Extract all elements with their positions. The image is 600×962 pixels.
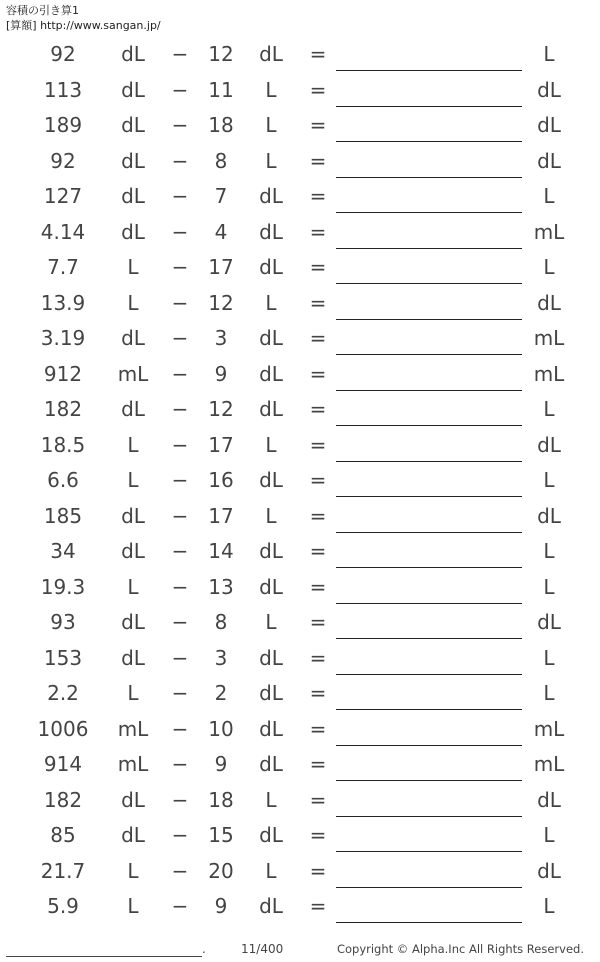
- equals-sign: =: [309, 503, 327, 528]
- answer-blank[interactable]: [336, 106, 522, 107]
- first-operand: 19.3: [40, 574, 86, 599]
- second-unit: dL: [259, 219, 283, 244]
- equals-sign: =: [309, 539, 327, 563]
- first-operand: 2.2: [47, 681, 79, 705]
- second-unit: dL: [259, 468, 283, 492]
- answer-unit: dL: [537, 148, 561, 173]
- equals-sign: =: [309, 397, 327, 421]
- second-unit: dL: [259, 716, 283, 741]
- equals-sign: =: [309, 148, 327, 173]
- minus-sign: −: [171, 290, 189, 315]
- equals-sign: =: [309, 219, 327, 244]
- problem-row: [0, 37, 600, 73]
- second-unit: dL: [259, 539, 283, 563]
- second-unit: dL: [259, 42, 283, 66]
- minus-sign: −: [171, 681, 189, 705]
- answer-blank[interactable]: [336, 887, 522, 888]
- second-unit: L: [265, 503, 277, 528]
- problem-row: [0, 641, 600, 677]
- first-unit: mL: [117, 716, 149, 741]
- minus-sign: −: [171, 77, 189, 102]
- answer-blank[interactable]: [336, 496, 522, 497]
- first-unit: L: [127, 894, 139, 918]
- first-unit: dL: [121, 503, 145, 528]
- second-operand: 4: [214, 219, 228, 244]
- minus-sign: −: [171, 219, 189, 244]
- second-unit: L: [265, 77, 277, 102]
- minus-sign: −: [171, 574, 189, 599]
- problem-list: [0, 37, 600, 925]
- first-operand: 912: [43, 361, 83, 386]
- answer-unit: mL: [533, 361, 565, 386]
- second-operand: 12: [208, 290, 234, 315]
- answer-unit: L: [543, 184, 555, 208]
- answer-unit: L: [543, 539, 555, 563]
- problem-row: [0, 428, 600, 464]
- second-operand: 17: [208, 432, 234, 457]
- first-operand: 182: [43, 397, 83, 421]
- first-unit: dL: [121, 645, 145, 670]
- answer-blank[interactable]: [336, 248, 522, 249]
- answer-blank[interactable]: [336, 425, 522, 426]
- second-operand: 17: [208, 255, 234, 279]
- second-unit: dL: [259, 184, 283, 208]
- second-unit: dL: [259, 326, 283, 350]
- second-unit: dL: [259, 681, 283, 705]
- answer-unit: mL: [533, 716, 565, 741]
- minus-sign: −: [171, 539, 189, 563]
- answer-blank[interactable]: [336, 532, 522, 533]
- minus-sign: −: [171, 468, 189, 492]
- answer-blank[interactable]: [336, 319, 522, 320]
- second-operand: 12: [208, 42, 234, 66]
- equals-sign: =: [309, 361, 327, 386]
- minus-sign: −: [171, 503, 189, 528]
- equals-sign: =: [309, 42, 327, 66]
- second-unit: dL: [259, 823, 283, 847]
- first-unit: L: [127, 432, 139, 457]
- second-unit: dL: [259, 752, 283, 776]
- problem-row: [0, 108, 600, 144]
- second-unit: L: [265, 432, 277, 457]
- first-operand: 21.7: [40, 858, 86, 883]
- equals-sign: =: [309, 113, 327, 137]
- answer-unit: dL: [537, 432, 561, 457]
- minus-sign: −: [171, 716, 189, 741]
- answer-unit: L: [543, 397, 555, 421]
- equals-sign: =: [309, 610, 327, 634]
- problem-row: [0, 73, 600, 109]
- first-operand: 92: [50, 42, 76, 66]
- second-operand: 7: [214, 184, 228, 208]
- answer-blank[interactable]: [336, 141, 522, 142]
- first-operand: 185: [43, 503, 83, 528]
- minus-sign: −: [171, 184, 189, 208]
- first-operand: 189: [43, 113, 83, 137]
- answer-unit: L: [543, 681, 555, 705]
- answer-blank[interactable]: [336, 816, 522, 817]
- first-operand: 13.9: [40, 290, 86, 315]
- answer-blank[interactable]: [336, 283, 522, 284]
- first-unit: dL: [121, 77, 145, 102]
- first-operand: 153: [43, 645, 83, 670]
- answer-unit: dL: [537, 77, 561, 102]
- minus-sign: −: [171, 894, 189, 918]
- answer-blank[interactable]: [336, 922, 522, 923]
- equals-sign: =: [309, 77, 327, 102]
- second-operand: 12: [208, 397, 234, 421]
- second-operand: 10: [208, 716, 234, 741]
- answer-unit: dL: [537, 290, 561, 315]
- minus-sign: −: [171, 42, 189, 66]
- answer-unit: L: [543, 823, 555, 847]
- equals-sign: =: [309, 184, 327, 208]
- second-operand: 20: [208, 858, 234, 883]
- first-unit: dL: [121, 184, 145, 208]
- second-operand: 13: [208, 574, 234, 599]
- minus-sign: −: [171, 255, 189, 279]
- problem-row: [0, 357, 600, 393]
- equals-sign: =: [309, 432, 327, 457]
- first-unit: dL: [121, 219, 145, 244]
- problem-row: [0, 499, 600, 535]
- minus-sign: −: [171, 148, 189, 173]
- answer-unit: dL: [537, 503, 561, 528]
- minus-sign: −: [171, 752, 189, 776]
- answer-blank[interactable]: [336, 674, 522, 675]
- answer-blank[interactable]: [336, 461, 522, 462]
- second-unit: L: [265, 787, 277, 812]
- first-unit: dL: [121, 823, 145, 847]
- first-unit: dL: [121, 326, 145, 350]
- answer-unit: dL: [537, 610, 561, 634]
- problem-row: [0, 747, 600, 783]
- minus-sign: −: [171, 432, 189, 457]
- first-unit: mL: [117, 752, 149, 776]
- problem-row: [0, 321, 600, 357]
- first-operand: 5.9: [47, 894, 79, 918]
- problem-row: [0, 605, 600, 641]
- answer-unit: mL: [533, 752, 565, 776]
- footer-dot: .: [202, 942, 206, 956]
- answer-blank[interactable]: [336, 390, 522, 391]
- answer-unit: mL: [533, 219, 565, 244]
- second-operand: 2: [214, 681, 228, 705]
- equals-sign: =: [309, 716, 327, 741]
- first-unit: L: [127, 468, 139, 492]
- second-operand: 3: [214, 645, 228, 670]
- second-operand: 9: [214, 752, 228, 776]
- answer-unit: L: [543, 645, 555, 670]
- worksheet-source: [算額] http://www.sangan.jp/: [6, 19, 161, 32]
- minus-sign: −: [171, 326, 189, 350]
- answer-unit: L: [543, 468, 555, 492]
- problem-row: [0, 854, 600, 890]
- equals-sign: =: [309, 858, 327, 883]
- first-unit: dL: [121, 148, 145, 173]
- problem-row: [0, 676, 600, 712]
- problem-row: [0, 534, 600, 570]
- first-unit: dL: [121, 397, 145, 421]
- answer-blank[interactable]: [336, 354, 522, 355]
- minus-sign: −: [171, 823, 189, 847]
- worksheet-footer: [0, 940, 600, 960]
- first-unit: L: [127, 290, 139, 315]
- problem-row: [0, 570, 600, 606]
- worksheet-title: 容積の引き算1: [6, 4, 79, 17]
- first-operand: 7.7: [47, 255, 79, 279]
- equals-sign: =: [309, 823, 327, 847]
- answer-blank[interactable]: [336, 567, 522, 568]
- first-operand: 92: [50, 148, 76, 173]
- second-operand: 8: [214, 610, 228, 634]
- second-unit: L: [265, 290, 277, 315]
- problem-row: [0, 463, 600, 499]
- first-unit: dL: [121, 42, 145, 66]
- first-operand: 4.14: [40, 219, 86, 244]
- equals-sign: =: [309, 326, 327, 350]
- minus-sign: −: [171, 787, 189, 812]
- problem-row: [0, 250, 600, 286]
- answer-blank[interactable]: [336, 212, 522, 213]
- second-operand: 14: [208, 539, 234, 563]
- first-operand: 914: [43, 752, 83, 776]
- answer-unit: dL: [537, 787, 561, 812]
- answer-unit: L: [543, 255, 555, 279]
- minus-sign: −: [171, 858, 189, 883]
- minus-sign: −: [171, 397, 189, 421]
- copyright-text: Copyright © Alpha.Inc All Rights Reserved.: [336, 942, 584, 956]
- first-unit: L: [127, 681, 139, 705]
- equals-sign: =: [309, 787, 327, 812]
- second-operand: 18: [208, 787, 234, 812]
- first-unit: L: [127, 255, 139, 279]
- problem-row: [0, 215, 600, 251]
- page-number: 11/400: [241, 942, 284, 956]
- answer-blank[interactable]: [336, 638, 522, 639]
- first-operand: 3.19: [40, 326, 86, 350]
- second-operand: 9: [214, 894, 228, 918]
- problem-row: [0, 889, 600, 925]
- equals-sign: =: [309, 752, 327, 776]
- equals-sign: =: [309, 645, 327, 670]
- first-unit: dL: [121, 113, 145, 137]
- answer-blank[interactable]: [336, 709, 522, 710]
- first-operand: 6.6: [47, 468, 79, 492]
- second-unit: L: [265, 113, 277, 137]
- first-unit: dL: [121, 539, 145, 563]
- second-operand: 3: [214, 326, 228, 350]
- problem-row: [0, 818, 600, 854]
- answer-unit: dL: [537, 858, 561, 883]
- first-operand: 34: [50, 539, 76, 563]
- second-unit: dL: [259, 361, 283, 386]
- second-operand: 15: [208, 823, 234, 847]
- equals-sign: =: [309, 574, 327, 599]
- second-unit: dL: [259, 645, 283, 670]
- second-unit: dL: [259, 397, 283, 421]
- first-unit: L: [127, 574, 139, 599]
- minus-sign: −: [171, 113, 189, 137]
- first-operand: 93: [50, 610, 76, 634]
- second-operand: 16: [208, 468, 234, 492]
- second-unit: L: [265, 148, 277, 173]
- second-operand: 8: [214, 148, 228, 173]
- minus-sign: −: [171, 610, 189, 634]
- name-line: [6, 956, 202, 957]
- problem-row: [0, 144, 600, 180]
- answer-blank[interactable]: [336, 603, 522, 604]
- minus-sign: −: [171, 361, 189, 386]
- answer-blank[interactable]: [336, 177, 522, 178]
- equals-sign: =: [309, 290, 327, 315]
- second-unit: L: [265, 858, 277, 883]
- answer-unit: mL: [533, 326, 565, 350]
- equals-sign: =: [309, 894, 327, 918]
- first-operand: 1006: [37, 716, 89, 741]
- equals-sign: =: [309, 255, 327, 279]
- answer-unit: L: [543, 42, 555, 66]
- problem-row: [0, 712, 600, 748]
- minus-sign: −: [171, 645, 189, 670]
- second-operand: 18: [208, 113, 234, 137]
- answer-blank[interactable]: [336, 780, 522, 781]
- first-unit: mL: [117, 361, 149, 386]
- problem-row: [0, 392, 600, 428]
- first-operand: 85: [50, 823, 76, 847]
- first-unit: L: [127, 858, 139, 883]
- answer-unit: L: [543, 894, 555, 918]
- second-unit: dL: [259, 255, 283, 279]
- first-unit: dL: [121, 610, 145, 634]
- problem-row: [0, 286, 600, 322]
- equals-sign: =: [309, 468, 327, 492]
- worksheet-header: [6, 3, 161, 33]
- second-unit: dL: [259, 894, 283, 918]
- answer-blank[interactable]: [336, 745, 522, 746]
- first-operand: 18.5: [40, 432, 86, 457]
- first-operand: 113: [43, 77, 83, 102]
- answer-blank[interactable]: [336, 851, 522, 852]
- first-unit: dL: [121, 787, 145, 812]
- problem-row: [0, 783, 600, 819]
- answer-unit: dL: [537, 113, 561, 137]
- equals-sign: =: [309, 681, 327, 705]
- second-operand: 9: [214, 361, 228, 386]
- answer-blank[interactable]: [336, 70, 522, 71]
- first-operand: 182: [43, 787, 83, 812]
- second-unit: dL: [259, 574, 283, 599]
- second-operand: 11: [208, 77, 234, 102]
- first-operand: 127: [43, 184, 83, 208]
- problem-row: [0, 179, 600, 215]
- second-operand: 17: [208, 503, 234, 528]
- second-unit: L: [265, 610, 277, 634]
- answer-unit: L: [543, 574, 555, 599]
